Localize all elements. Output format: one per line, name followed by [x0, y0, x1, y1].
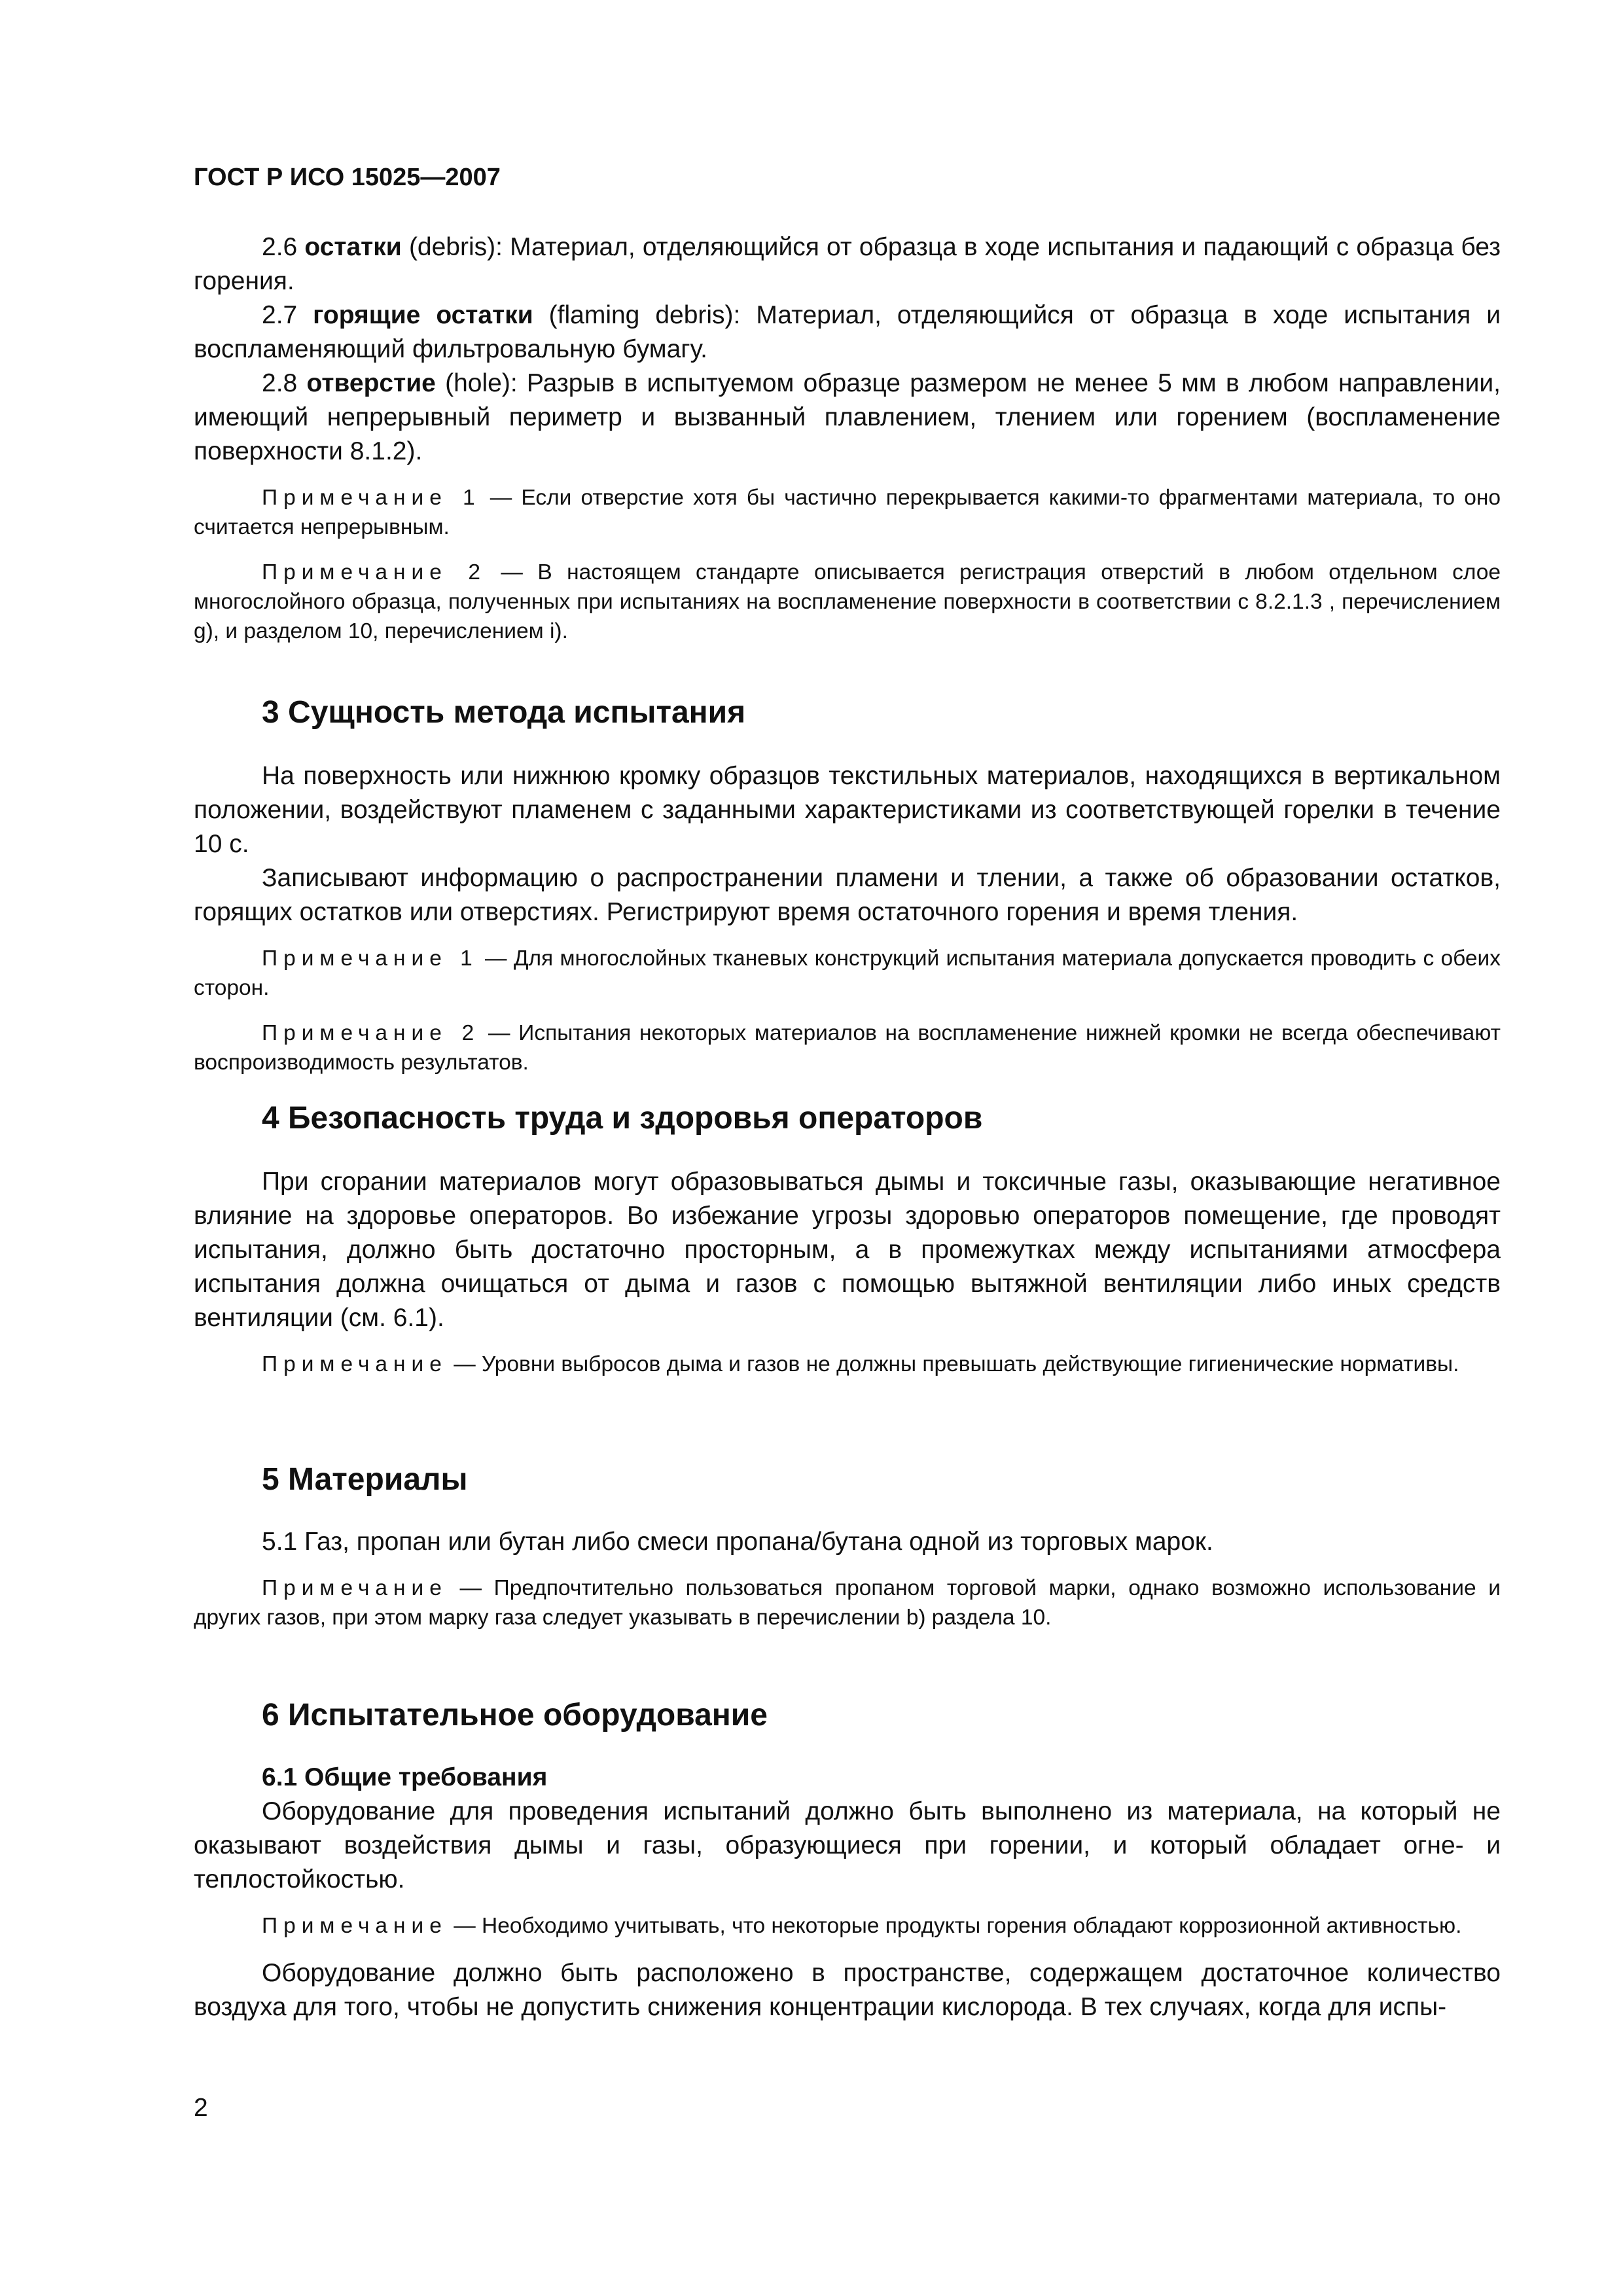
term: горящие остатки	[313, 301, 533, 329]
paragraph: При сгорании материалов могут образовываться дымы и токсичные газы, оказывающие негативное влияние на здоровье операторов. Во избежание угрозы здоровью операторов помещение, где проводят испытания, должно быть достаточно просторным, а в промежутках между испытаниями атмосфера испытания должна очищаться от дыма и газов с помощью вытяжной вентиляции либо иных средств вентиляции (см. 6.1).	[194, 1168, 1501, 1332]
note: Примечание 2 — В настоящем стандарте описывается регистрация отверстий в любом отдельном слое многослойного образца, полученных при испытаниях на воспламенение поверхности в соответствии с 8.2.1.3 , перечислением g), и разделом 10, перечислением i).	[194, 560, 1501, 643]
standard-header: ГОСТ Р ИСО 15025—2007	[194, 164, 501, 191]
section-4-title: 4 Безопасность труда и здоровья операторов	[262, 1101, 983, 1136]
section-5-body	[194, 1525, 1501, 1632]
subsection-6-1-title: 6.1 Общие требования	[262, 1763, 548, 1791]
note: Примечание 1 — Если отверстие хотя бы частично перекрывается какими-то фрагментами материала, то оно считается непрерывным.	[194, 486, 1501, 539]
definition-2-8: 2.8 отверстие (hole): Разрыв в испытуемом образце размером не менее 5 мм в любом направлении, имеющий непрерывный периметр и вызванный плавлением, тлением или горением (воспламенение поверхности 8.1.2).	[194, 369, 1501, 465]
note-label: Примечание	[262, 1914, 448, 1938]
note-label: Примечание	[262, 1576, 448, 1600]
definitions-block	[194, 230, 1501, 646]
note: Примечание 1 — Для многослойных тканевых конструкций испытания материала допускается проводить с обеих сторон.	[194, 946, 1501, 1000]
note-label: Примечание	[262, 1352, 448, 1376]
paragraph: Оборудование для проведения испытаний должно быть выполнено из материала, на который не оказывают воздействия дымы и газы, образующиеся при горении, и который обладает огне- и теплостойкостью.	[194, 1797, 1501, 1893]
term: отверстие	[306, 369, 436, 397]
note-label: Примечание 2	[262, 560, 486, 584]
paragraph: 5.1 Газ, пропан или бутан либо смеси пропана/бутана одной из торговых марок.	[262, 1528, 1213, 1556]
note-label: Примечание 2	[262, 1021, 480, 1045]
note: Примечание — Необходимо учитывать, что некоторые продукты горения обладают коррозионной активностью.	[262, 1914, 1462, 1938]
note: Примечание — Предпочтительно пользоваться пропаном торговой марки, однако возможно использование и других газов, при этом марку газа следует указывать в перечислении b) раздела 10.	[194, 1576, 1501, 1630]
section-3-title: 3 Сущность метода испытания	[262, 695, 746, 730]
note: Примечание 2 — Испытания некоторых материалов на воспламенение нижней кромки не всегда обеспечивают воспроизводимость результатов.	[194, 1021, 1501, 1075]
note-label: Примечание 1	[262, 946, 478, 971]
section-5-title: 5 Материалы	[262, 1462, 468, 1497]
definition-2-6: 2.6 остатки (debris): Материал, отделяющийся от образца в ходе испытания и падающий с образца без горения.	[194, 233, 1501, 295]
paragraph: Оборудование должно быть расположено в пространстве, содержащем достаточное количество воздуха для того, чтобы не допустить снижения концентрации кислорода. В тех случаях, когда для испы-	[194, 1959, 1501, 2021]
paragraph: На поверхность или нижнюю кромку образцов текстильных материалов, находящихся в вертикальном положении, воздействуют пламенем с заданными характеристиками из соответствующей горелки в течение 10 с.	[194, 762, 1501, 858]
section-4-body	[194, 1165, 1501, 1379]
paragraph: Записывают информацию о распространении пламени и тлении, а также об образовании остатков, горящих остатков или отверстиях. Регистрируют время остаточного горения и время тления.	[194, 864, 1501, 926]
note-label: Примечание 1	[262, 486, 481, 510]
section-6-title: 6 Испытательное оборудование	[262, 1698, 768, 1732]
section-6-body	[194, 1761, 1501, 2024]
term: остатки	[304, 233, 402, 261]
note: Примечание — Уровни выбросов дыма и газов не должны превышать действующие гигиенические нормативы.	[262, 1352, 1459, 1376]
definition-2-7: 2.7 горящие остатки (flaming debris): Материал, отделяющийся от образца в ходе испытания и воспламеняющий фильтровальную бумагу.	[194, 301, 1501, 363]
section-3-body	[194, 759, 1501, 1077]
page-number: 2	[194, 2094, 208, 2122]
